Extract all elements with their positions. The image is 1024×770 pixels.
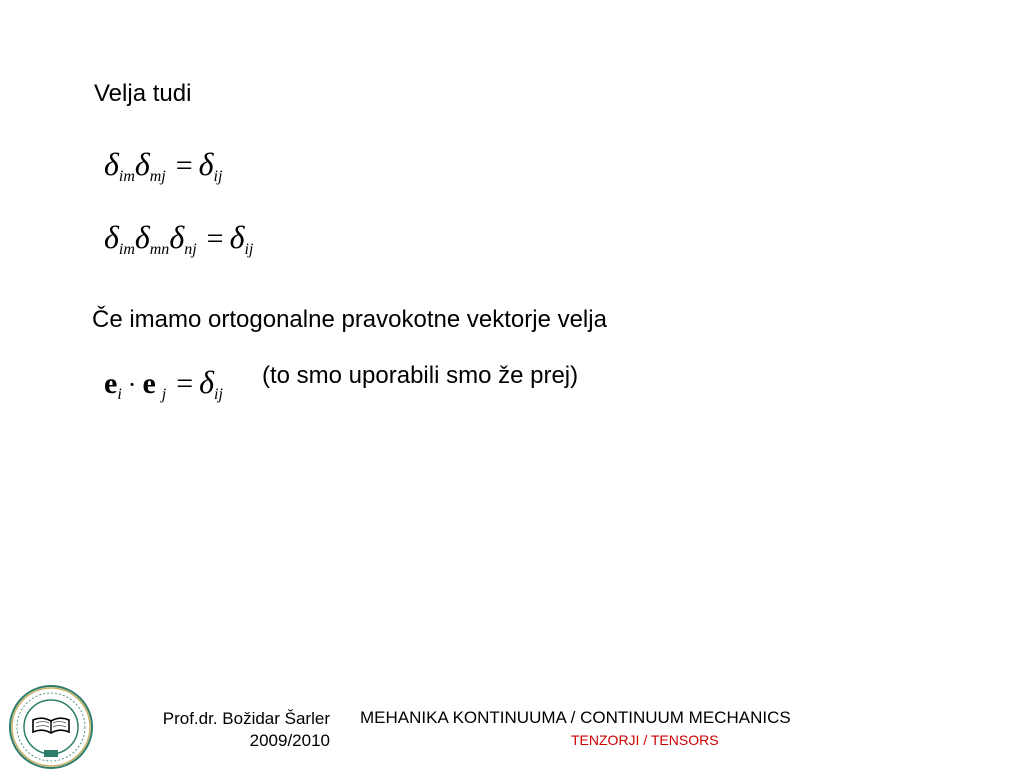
- equals-sign: =: [176, 367, 194, 400]
- subscript: im: [118, 241, 135, 258]
- equals-sign: =: [206, 222, 224, 255]
- delta-symbol: δ: [104, 219, 119, 255]
- subscript: ij: [213, 168, 223, 185]
- subscript: ij: [214, 386, 223, 403]
- dot-operator: ·: [127, 370, 137, 399]
- heading-velja-tudi: Velja tudi: [94, 80, 192, 107]
- subscript: mn: [149, 241, 170, 258]
- subscript: im: [118, 168, 135, 185]
- subscript: nj: [184, 241, 197, 258]
- university-seal-icon: [8, 684, 94, 770]
- equation-kronecker-product-2: [104, 219, 254, 258]
- delta-symbol: δ: [169, 219, 185, 255]
- heading-orthogonal-vectors: Če imamo ortogonalne pravokotne vektorje velja: [92, 306, 607, 333]
- note-used-before: (to smo uporabili smo že prej): [262, 362, 579, 389]
- delta-symbol: δ: [198, 146, 214, 182]
- subscript: ij: [244, 241, 254, 258]
- delta-symbol: δ: [134, 146, 150, 182]
- footer-year: 2009/2010: [249, 731, 330, 751]
- delta-symbol: δ: [134, 219, 150, 255]
- footer-author: Prof.dr. Božidar Šarler: [162, 709, 330, 728]
- equals-sign: =: [175, 149, 193, 182]
- footer-course-title: MEHANIKA KONTINUUMA / CONTINUUM MECHANICS: [360, 708, 791, 727]
- vector-e: e: [142, 367, 156, 400]
- subscript: i: [117, 386, 122, 403]
- delta-symbol: δ: [229, 219, 245, 255]
- subscript: mj: [149, 168, 166, 185]
- delta-symbol: δ: [199, 364, 215, 400]
- subscript: j: [161, 386, 167, 403]
- equation-kronecker-product-1: [104, 146, 223, 185]
- vector-e: e: [104, 367, 118, 400]
- equation-basis-dot-product: [104, 364, 223, 403]
- footer-topic: TENZORJI / TENSORS: [571, 732, 719, 748]
- delta-symbol: δ: [104, 146, 119, 182]
- footer-author-block: [163, 708, 330, 752]
